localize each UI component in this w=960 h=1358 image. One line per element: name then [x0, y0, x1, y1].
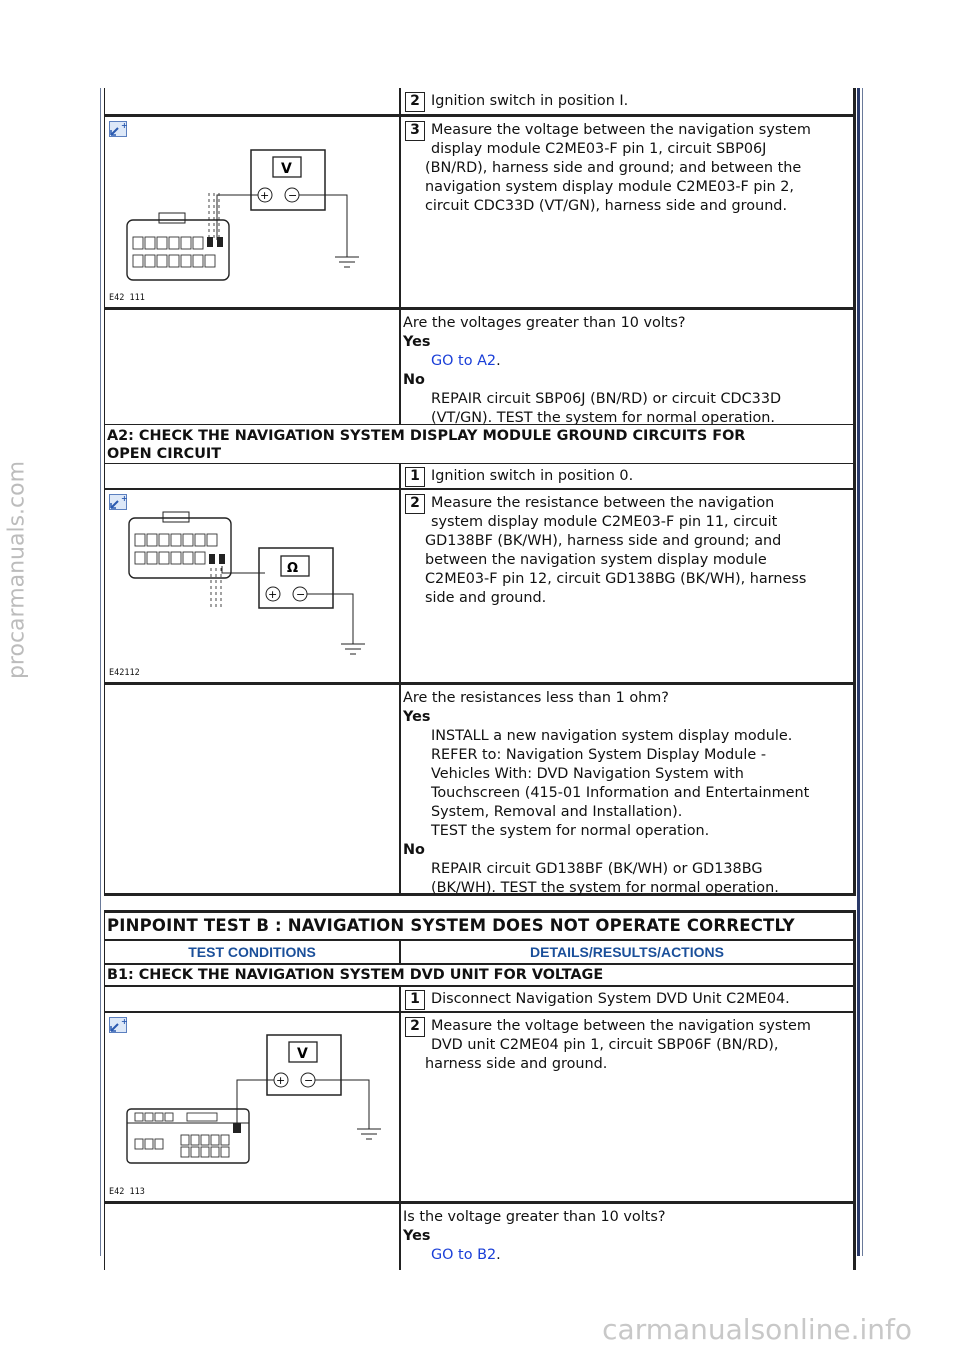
step-number: 2: [405, 92, 425, 112]
step-text: Measure the voltage between the navigation system DVD unit C2ME04 pin 1, circuit SBP06F (BN/RD), harness side and ground.: [425, 1018, 811, 1072]
step-row: [104, 464, 856, 490]
no-label: No: [403, 842, 425, 858]
pinpoint-test-title-row: [104, 910, 856, 941]
svg-text:−: −: [304, 1074, 314, 1087]
go-to-a2-link[interactable]: GO to A2: [431, 353, 497, 369]
svg-text:+: +: [121, 1017, 128, 1026]
svg-text:−: −: [296, 588, 306, 601]
meter-ohm-label: Ω: [287, 561, 299, 576]
right-rail-outer: [862, 88, 863, 1256]
svg-text:+: +: [121, 121, 128, 130]
question-row: [104, 1204, 856, 1270]
yes-label: Yes: [403, 709, 431, 725]
figure-label: E42 113: [109, 1187, 145, 1197]
step-text: Ignition switch in position 0.: [431, 468, 634, 484]
step-text: Measure the resistance between the navigation system display module C2ME03-F pin 11, circuit GD138BF (BK/WH), harness side and ground; and between the navigation system display module C2ME03-F pin 12, circuit GD138BG (BK/WH), harness side and ground.: [425, 495, 807, 606]
question-text: Is the voltage greater than 10 volts?: [403, 1209, 666, 1225]
step-number: 2: [405, 1017, 425, 1037]
svg-text:−: −: [288, 189, 298, 202]
section-heading-text: A2: CHECK THE NAVIGATION SYSTEM DISPLAY MODULE GROUND CIRCUITS FOR OPEN CIRCUIT: [107, 428, 746, 462]
voltmeter-diagram: [125, 145, 375, 285]
right-rail: [857, 88, 860, 1256]
svg-text:+: +: [121, 494, 128, 503]
step-row: [104, 1013, 856, 1204]
go-to-b2-link[interactable]: GO to B2: [431, 1247, 497, 1263]
yes-label: Yes: [403, 334, 431, 350]
meter-v-label: V: [297, 1046, 308, 1062]
ohmmeter-diagram: [127, 508, 377, 668]
meter-v-label: V: [281, 161, 292, 177]
test-conditions-cell: [105, 88, 401, 114]
column-header-row: [104, 941, 856, 965]
no-label: No: [403, 372, 425, 388]
section-heading-a2: [104, 424, 856, 464]
zoom-icon[interactable]: [109, 494, 127, 510]
step-text: Disconnect Navigation System DVD Unit C2ME04.: [431, 991, 790, 1007]
step-text: Ignition switch in position I.: [431, 93, 629, 109]
test-conditions-cell: [105, 1204, 401, 1270]
step-row: [104, 117, 856, 310]
left-rail: [100, 88, 101, 1256]
test-conditions-cell: [105, 464, 401, 488]
step-row: [104, 490, 856, 685]
figure-cell: [105, 117, 401, 307]
procedure-page: [104, 88, 856, 1270]
step-number: 1: [405, 990, 425, 1010]
test-conditions-cell: [105, 685, 401, 893]
step-number: 1: [405, 467, 425, 487]
question-block: Are the voltages greater than 10 volts? Yes GO to A2. No REPAIR circuit SBP06J (BN/RD) or circuit CDC33D (VT/GN). TEST the system for normal operation.: [403, 314, 851, 428]
question-text: Are the voltages greater than 10 volts?: [403, 315, 686, 331]
step-number: 3: [405, 121, 425, 141]
section-heading-text: B1: CHECK THE NAVIGATION SYSTEM DVD UNIT FOR VOLTAGE: [107, 967, 604, 983]
section-heading-b1: [104, 965, 856, 987]
step-row: [104, 987, 856, 1013]
question-row: [104, 310, 856, 424]
question-block: Is the voltage greater than 10 volts? Yes GO to B2.: [403, 1208, 851, 1265]
question-text: Are the resistances less than 1 ohm?: [403, 690, 669, 706]
question-block: Are the resistances less than 1 ohm? Yes INSTALL a new navigation system display module. REFER to: Navigation System Display Module - Vehicles With: DVD Navigation System with Touchscreen (415-01 Information and Entertainment System, Removal and Installation). TEST the system for normal operation. No REPAIR circuit GD138BF (BK/WH) or GD138BG (BK/WH). TEST the system for normal operation.: [403, 689, 851, 898]
bottom-watermark: carmanualsonline.info: [602, 1313, 912, 1346]
step-text: Measure the voltage between the navigation system display module C2ME03-F pin 1, circuit SBP06J (BN/RD), harness side and ground; and between the navigation system display module C2ME03-F pin 2, circuit CDC33D (VT/GN), harness side and ground.: [425, 122, 811, 214]
step-row: [104, 88, 856, 117]
side-watermark: procarmanuals.com: [4, 460, 30, 680]
svg-text:+: +: [260, 189, 270, 202]
yes-label: Yes: [403, 1228, 431, 1244]
question-row: [104, 685, 856, 896]
svg-text:+: +: [268, 588, 278, 601]
figure-label: E42112: [109, 668, 140, 678]
test-conditions-cell: [105, 310, 401, 424]
details-results-actions-header: DETAILS/RESULTS/ACTIONS: [530, 944, 724, 960]
figure-label: E42 111: [109, 293, 145, 303]
test-conditions-header: TEST CONDITIONS: [105, 941, 401, 963]
svg-text:+: +: [276, 1074, 286, 1087]
figure-cell: [105, 1013, 401, 1201]
voltmeter-diagram: [125, 1031, 385, 1181]
figure-cell: [105, 490, 401, 682]
step-number: 2: [405, 494, 425, 514]
test-conditions-cell: [105, 987, 401, 1011]
zoom-icon[interactable]: [109, 121, 127, 137]
pinpoint-test-title: PINPOINT TEST B : NAVIGATION SYSTEM DOES NOT OPERATE CORRECTLY: [107, 916, 795, 935]
